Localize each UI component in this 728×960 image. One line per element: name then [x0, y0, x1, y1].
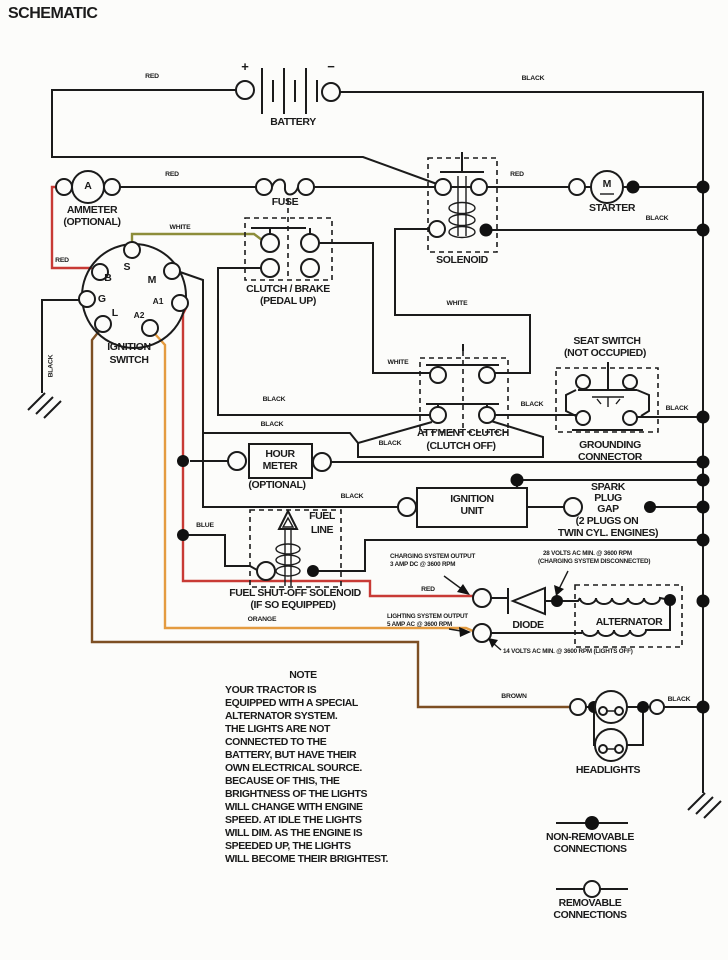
wire-label-black-solenoid: BLACK	[645, 215, 669, 222]
wire-label-red-starter: RED	[510, 171, 524, 178]
ignition-switch-symbol	[79, 242, 188, 348]
wire-label-white-s: WHITE	[169, 224, 191, 231]
spark-plug-label-3: GAP	[597, 503, 619, 515]
spark-plug-label-5: TWIN CYL. ENGINES)	[557, 527, 659, 539]
terminal-b: B	[104, 272, 112, 284]
terminal-a1: A1	[152, 296, 164, 306]
fuel-solenoid-label-1: FUEL SHUT-OFF SOLENOID	[229, 587, 361, 599]
spark-plug-label-2: PLUG	[594, 492, 622, 504]
wire-label-brown: BROWN	[501, 693, 527, 700]
ignition-unit-label-1: IGNITION	[450, 493, 494, 505]
battery-plus-sign: +	[241, 59, 249, 74]
wire-label-black-seat-left: BLACK	[520, 401, 544, 408]
wire-label-black-attment-left: BLACK	[260, 421, 284, 428]
volts28-label-2: (CHARGING SYSTEM DISCONNECTED)	[538, 558, 651, 565]
ignition-switch-label-2: SWITCH	[109, 354, 149, 366]
wire-label-red-diode: RED	[421, 586, 435, 593]
battery-label: BATTERY	[270, 116, 316, 128]
note-heading: NOTE	[289, 669, 317, 681]
hour-meter-label-3: (OPTIONAL)	[248, 479, 306, 491]
ammeter-letter: A	[84, 180, 92, 192]
legend-nonremovable-symbol	[556, 816, 628, 830]
headlights-label: HEADLIGHTS	[575, 764, 641, 776]
fuel-line-label-1: FUEL	[309, 510, 335, 522]
note-line-3: ALTERNATOR SYSTEM.	[225, 710, 338, 722]
grounding-connector-label-2: CONNECTOR	[578, 451, 642, 463]
note-line-7: OWN ELECTRICAL SOURCE.	[225, 762, 362, 774]
charging-output-label-1: CHARGING SYSTEM OUTPUT	[390, 553, 476, 560]
note-line-8: BECAUSE OF THIS, THE	[225, 775, 340, 787]
clutch-brake-symbol	[251, 196, 319, 279]
hour-meter-label-1: HOUR	[265, 448, 295, 460]
ground-symbol-left	[28, 393, 61, 418]
wire-label-black-attment-bl: BLACK	[262, 396, 286, 403]
wire-label-black-ground: BLACK	[47, 354, 55, 378]
legend-nonremovable-label-2: CONNECTIONS	[553, 843, 627, 855]
battery-minus-sign: −	[327, 59, 335, 74]
attment-clutch-label-2: (CLUTCH OFF)	[426, 440, 496, 452]
clutch-brake-label-1: CLUTCH / BRAKE	[246, 283, 330, 295]
wire-label-black-banner: BLACK	[378, 440, 402, 447]
grounding-connector-label-1: GROUNDING	[579, 439, 641, 451]
ignition-switch-label-1: IGNITION	[107, 341, 151, 353]
terminal-a2: A2	[133, 310, 145, 320]
fuel-line-label-2: LINE	[310, 524, 334, 536]
wire-label-red-fuse: RED	[165, 171, 179, 178]
wire-label-orange: ORANGE	[247, 616, 277, 623]
hour-meter-label-2: METER	[262, 460, 298, 472]
ground-symbol-right	[688, 793, 721, 818]
note-block	[225, 684, 388, 866]
lighting-output-label-2: 5 AMP AC @ 3600 RPM	[387, 621, 453, 628]
diode-label: DIODE	[512, 619, 544, 631]
alternator-label: ALTERNATOR	[595, 616, 663, 628]
legend-removable-label-1: REMOVABLE	[558, 897, 622, 909]
note-line-10: WILL CHANGE WITH ENGINE	[225, 801, 363, 813]
legend-nonremovable-label-1: NON-REMOVABLE	[546, 831, 634, 843]
wire-label-red-ignition: RED	[55, 257, 69, 264]
attment-clutch-label-1: ATT'MENT CLUTCH	[417, 427, 509, 439]
terminal-s: S	[123, 261, 131, 273]
wire-label-black-ignition-unit: BLACK	[340, 493, 364, 500]
note-line-11: SPEED. AT IDLE THE LIGHTS	[225, 814, 362, 826]
page-title: SCHEMATIC	[8, 5, 98, 22]
ignition-unit-label-2: UNIT	[460, 505, 484, 517]
lighting-output-label-1: LIGHTING SYSTEM OUTPUT	[387, 613, 468, 620]
seat-switch-label-1: SEAT SWITCH	[573, 335, 641, 347]
fuel-solenoid-symbol	[257, 511, 319, 586]
terminal-l: L	[111, 307, 119, 319]
ammeter-label-1: AMMETER	[66, 204, 118, 216]
charging-output-label-2: 3 AMP DC @ 3600 RPM	[390, 561, 456, 568]
clutch-brake-label-2: (PEDAL UP)	[260, 295, 316, 307]
solenoid-label: SOLENOID	[436, 254, 488, 266]
callout-arrows	[444, 571, 568, 650]
starter-letter: M	[602, 178, 612, 190]
starter-label: STARTER	[588, 202, 636, 214]
fuel-solenoid-label-2: (IF SO EQUIPPED)	[250, 599, 336, 611]
ammeter-label-2: (OPTIONAL)	[63, 216, 121, 228]
wire-label-black-seat-right: BLACK	[665, 405, 689, 412]
wire-label-white-attment: WHITE	[387, 359, 409, 366]
note-line-2: EQUIPPED WITH A SPECIAL	[225, 697, 358, 709]
white-olive-wire	[132, 234, 262, 242]
spark-plug-label-1: SPARK	[591, 481, 625, 493]
wire-label-red-battery: RED	[145, 73, 159, 80]
note-line-5: CONNECTED TO THE	[225, 736, 327, 748]
note-line-1: YOUR TRACTOR IS	[225, 684, 317, 696]
spark-plug-label-4: (2 PLUGS ON	[575, 515, 639, 527]
wire-label-blue: BLUE	[196, 522, 214, 529]
note-line-4: THE LIGHTS ARE NOT	[225, 723, 330, 735]
fuse-label: FUSE	[271, 196, 299, 208]
terminal-g: G	[97, 293, 107, 305]
note-line-13: SPEEDED UP, THE LIGHTS	[225, 840, 351, 852]
note-line-9: BRIGHTNESS OF THE LIGHTS	[225, 788, 368, 800]
seat-switch-symbol	[566, 362, 649, 430]
volts14-label: 14 VOLTS AC MIN. @ 3600 RPM (LIGHTS OFF)	[503, 648, 633, 655]
note-line-14: WILL BECOME THEIR BRIGHTEST.	[225, 853, 389, 865]
wire-label-black-headlights: BLACK	[667, 696, 691, 703]
legend-removable-label-2: CONNECTIONS	[553, 909, 627, 921]
note-line-12: WILL DIM. AS THE ENGINE IS	[225, 827, 363, 839]
legend-removable-symbol	[556, 881, 628, 897]
attment-clutch-symbol	[426, 344, 499, 431]
wire-label-black-battery: BLACK	[521, 75, 545, 82]
battery-symbol	[236, 68, 340, 114]
terminal-m: M	[147, 274, 157, 286]
volts28-label-1: 28 VOLTS AC MIN. @ 3600 RPM	[543, 550, 632, 557]
solenoid-symbol	[429, 152, 493, 238]
wire-label-white-solenoid: WHITE	[446, 300, 468, 307]
seat-switch-label-2: (NOT OCCUPIED)	[564, 347, 646, 359]
note-line-6: BATTERY, BUT HAVE THEIR	[225, 749, 357, 761]
